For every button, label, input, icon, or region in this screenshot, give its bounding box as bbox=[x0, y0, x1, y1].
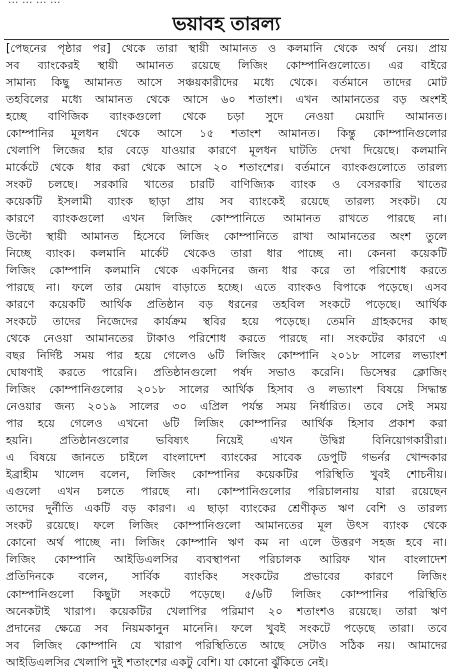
article-line: থেকে নেওয়া আমানতের টাকাও পরিশোধ করতে পারছে না। সংকটের কারণে এ bbox=[6, 331, 447, 345]
article-line: লিজিং কোম্পানিগুলোর ২০১৮ সালের আর্থিক হিসাব ও লভ্যাংশ বিষয়ে সিদ্ধান্ত bbox=[6, 382, 447, 396]
article-line: পার হয়ে গেলেও এখনো ৬টি লিজিং কোম্পানির আর্থিক হিসাব প্রকাশ করা bbox=[6, 417, 447, 431]
article-line: সংকটে তাদের নিজেদের কার্যক্রম স্থবির হয়ে পড়েছে। তেমনি গ্রাহকদের কাছ bbox=[6, 314, 447, 328]
article-line: কারণে ব্যাংকগুলো এখন লিজিং কোম্পানিতে আমানত রাখতে পারছে না। bbox=[6, 212, 447, 226]
article-line: সংকট রয়েছে। ফলে লিজিং কোম্পানিগুলো আমানতের মূল উৎস ব্যাংক থেকে bbox=[6, 519, 447, 533]
article-line: প্রদানের ক্ষেত্রে সব নিয়মকানুন মানেনি। ফলে খুবই সংকটে পড়েছে তারা। তবে bbox=[6, 621, 447, 635]
article-line: [পেছনের পৃষ্ঠার পর] থেকে তারা স্থায়ী আমানত ও কলমানি থেকে অর্থ নেয়। প্রায় bbox=[6, 42, 447, 55]
article-line: নেওয়ার জন্য ২০১৯ সালের ৩০ এপ্রিল পর্যন্ত সময় নির্ধারিত। তবে সেই সময় bbox=[6, 399, 447, 413]
article-line: কারণে কয়েকটি আর্থিক প্রতিষ্ঠান বড় ধরনের তহবিল সংকটে পড়েছে। আর্থিক bbox=[6, 297, 447, 311]
article-line: কয়েকটি ইসলামী ব্যাংক ছাড়া প্রায় সব ব্যাংকেই রয়েছে তারল্য সংকট। যে bbox=[6, 195, 447, 209]
article-line: সব লিজিং কোম্পানি যে খারাপ পরিস্থিতিতে আছে সেটাও সঠিক নয়। আমাদের bbox=[6, 638, 447, 652]
article-headline: ভয়াবহ তারল্য bbox=[172, 13, 281, 35]
article-line: তহবিলের মধ্যে আমানত থেকে আসে ৬০ শতাংশ। এখন আমানতের বড় অংশই bbox=[6, 93, 447, 107]
article-line: আইডিএলসির খেলাপি দুই শতাংশের একটু বেশি। যা কোনো ঝুঁকিতে নেই। bbox=[6, 655, 329, 669]
article-line: কোম্পানির মূলধন থেকে আসে ১৫ শতাংশ আমানত। কিন্তু কোম্পানিগুলোর bbox=[6, 127, 447, 141]
article-line: অনেকটাই খারাপ। কয়েকটির খেলাপির পরিমাণ ২০ শতাংশও রয়েছে। তারা ঋণ bbox=[6, 604, 447, 618]
article-line: প্রতিদিনকে বলেন, সার্বিক ব্যাংকিং সংকটের প্রভাবের কারণে লিজিং bbox=[6, 570, 447, 584]
article-line: এগুলো এখন চলতে পারছে না। কোম্পানিগুলোর পরিচালনায় যারা রয়েছেন bbox=[6, 485, 447, 499]
article-line: পারছে না। ফলে তার মেয়াদ বাড়াতে হচ্ছে। এতে ব্যাংকও বিপাকে পড়েছে। এসব bbox=[6, 280, 447, 294]
article-line: সামান্য কিছু আমানত আসে সঞ্চয়কারীদের মধ্যে থেকে। বর্তমানে তাদের মোট bbox=[6, 76, 447, 90]
article-line: সব ব্যাংকেরই স্থায়ী আমানত রয়েছে লিজিং কোম্পানিগুলোতে। এর বাইরে bbox=[6, 59, 447, 73]
article-line: লিজিং কোম্পানি কলমানি থেকে একদিনের জন্য ধার করে তা পরিশোধ করতে bbox=[6, 263, 447, 277]
article-line: সংকট চলছে। সরকারি খাতের চারটি বাণিজ্যিক ব্যাংক ও বেসরকারি খাতের bbox=[6, 178, 447, 192]
clipped-header-text bbox=[0, 0, 453, 10]
article-line: হচ্ছে বাণিজিক ব্যাংকগুলো থেকে চড়া সুদে নেওয়া মেয়াদি আমানত। bbox=[6, 110, 447, 124]
article-line: তাদের দুর্নীতি একটি বড় কারণ। এ ছাড়া ব্যাংকের শ্রেণীকৃত ঋণ বেশি ও তারল্য bbox=[6, 502, 447, 516]
article-line: খেলাপি লিজের হার বেড়ে যাওয়ার কারণে মূলধন ঘাটতি দেখা দিয়েছে। কলমানি bbox=[6, 144, 447, 158]
article-line: হয়নি। প্রতিষ্ঠানগুলোর ভবিষ্যৎ নিয়েই এখন উদ্বিগ্ন বিনিয়োগকারীরা। bbox=[6, 434, 447, 448]
article-line: ঘোষণাই করতে পারেনি। প্রতিষ্ঠানগুলো পর্ষদ সভাও করেনি। ডিসেম্বর ক্লোজিং bbox=[6, 365, 447, 379]
article-line: কোনো অর্থ পাচ্ছে না। লিজিং কোম্পানি ঋণ কম না এলে উত্তরণ সহজ হবে না। bbox=[6, 536, 447, 550]
article-line: বছর নির্দিষ্ট সময় পার হয়ে গেলেও ৬টি লিজিং কোম্পানি ২০১৮ সালের লভ্যাংশ bbox=[6, 348, 447, 362]
clipped-header-label bbox=[8, 0, 60, 6]
article-body bbox=[6, 40, 447, 671]
article-line: এ বিষয়ে জানতে চাইলে বাংলাদেশ ব্যাংকের সাবেক ডেপুটি গভর্নর খোন্দকার bbox=[6, 451, 447, 465]
article-line: ইব্রাহীম খালেদ বলেন, লিজিং কোম্পানির কয়েকটির পরিস্থিতি খুবই শোচনীয়। bbox=[6, 468, 447, 482]
article-line: কোম্পানিগুলো কিছুটা সংকটে পড়েছে। ৫/৬টি লিজিং কোম্পানির পরিস্থিতি bbox=[6, 587, 447, 601]
article-line: নিচ্ছে ব্যাংক। কলমানি মার্কেট থেকেও তারা ধার পাচ্ছে না। কেননা কয়েকটি bbox=[6, 246, 447, 260]
article-line: লিজিং কোম্পানি আইডিএলসির ব্যবস্থাপনা পরিচালক আরিফ খান বাংলাদেশ bbox=[6, 553, 447, 567]
article-line: উল্টো স্থায়ী আমানত হিসেবে লিজিং কোম্পানিতে রাখা আমানতের অংশ তুলে bbox=[6, 229, 447, 243]
article-line: মার্কেটে থেকে ধার করা থেকে আসে ২০ শতাংশের। বর্তমানে ব্যাংকগুলোতে তারল্য bbox=[6, 161, 447, 175]
